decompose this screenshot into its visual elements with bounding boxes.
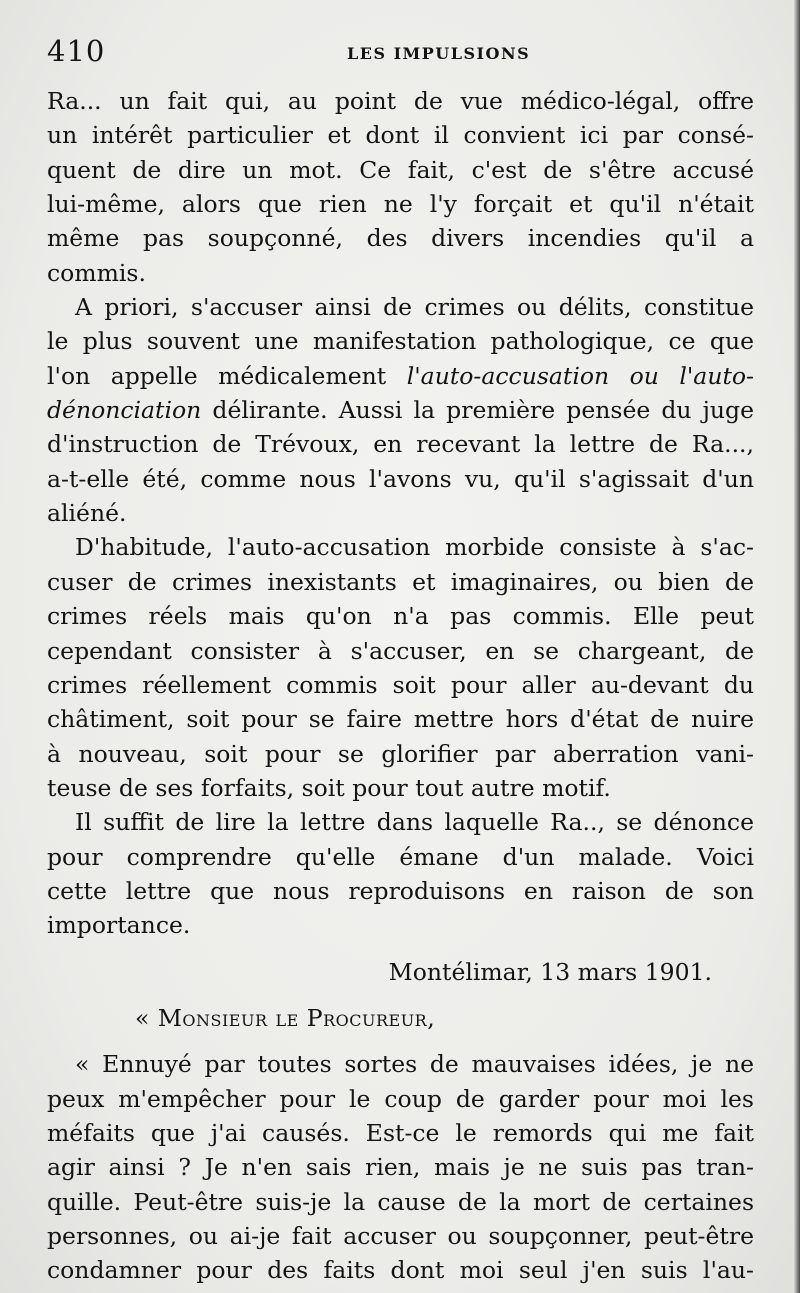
italic-term: l'auto-accusation ou l'auto- (406, 361, 754, 390)
text-line: A priori, s'accuser ainsi de crimes ou délits, constitue (75, 293, 754, 322)
text-line: quent de dire un mot. Ce fait, c'est de s'être accusé (47, 155, 754, 184)
text-line: châtiment, soit pour se faire mettre hors d'état de nuire (47, 705, 754, 734)
text-line (47, 359, 754, 393)
text-line: même pas soupçonné, des divers incendies qu'il a (47, 224, 754, 253)
text-line: cette lettre que nous reproduisons en raison de son (47, 876, 754, 905)
text-line: cuser de crimes inexistants et imaginaires, ou bien de (47, 567, 754, 596)
text-line: aliéné. (47, 499, 127, 528)
text-line: D'habitude, l'auto-accusation morbide consiste à s'ac- (75, 533, 754, 562)
text-line: commis. (47, 258, 146, 287)
text-line: importance. (47, 911, 191, 940)
text-line: le plus souvent une manifestation pathologique, ce que (47, 327, 754, 356)
text-line: crimes réellement commis soit pour aller au-devant du (47, 670, 754, 699)
text-line: quille. Peut-être suis-je la cause de la mort de certaines (47, 1187, 754, 1216)
text-line: Il suffit de lire la lettre dans laquelle Ra.., se dénonce (75, 808, 754, 837)
letter-salutation: « Monsieur le Procureur, (135, 1003, 436, 1032)
text-line: cependant consister à s'accuser, en se chargeant, de (47, 636, 754, 665)
text-line: pour comprendre qu'elle émane d'un malade. Voici (47, 842, 754, 871)
text-line: à nouveau, soit pour se glorifier par aberration vani- (47, 739, 754, 768)
text-line: Ra... un fait qui, au point de vue médico-légal, offre (47, 87, 754, 115)
text-line: a-t-elle été, comme nous l'avons vu, qu'il s'agissait d'un (47, 464, 754, 493)
spacer (47, 1035, 754, 1047)
text-line: agir ainsi ? Je n'en sais rien, mais je ne suis pas tran- (47, 1153, 754, 1182)
page-header (47, 34, 757, 74)
letter-dateline: Montélimar, 13 mars 1901. (388, 957, 712, 986)
text-line (47, 393, 754, 427)
spacer (47, 943, 754, 955)
text-line: un intérêt particulier et dont il convient ici par consé- (47, 121, 754, 150)
text-run: l'on appelle médicalement (47, 361, 387, 390)
text-line: crimes réels mais qu'on n'a pas commis. Elle peut (47, 602, 754, 631)
text-line: « Ennuyé par toutes sortes de mauvaises idées, je ne (75, 1050, 754, 1079)
page-edge-shadow (794, 0, 800, 1293)
body-text (47, 84, 754, 1288)
text-line: personnes, ou ai-je fait accuser ou soupçonner, peut-être (47, 1222, 754, 1250)
text-line: teuse de ses forfaits, soit pour tout autre motif. (47, 773, 611, 802)
text-run: délirante. Aussi la première pensée du juge (212, 396, 754, 425)
text-line: d'instruction de Trévoux, en recevant la lettre de Ra..., (47, 430, 754, 459)
text-line: méfaits que j'ai causés. Est-ce le remords qui me fait (47, 1118, 754, 1147)
page-number: 410 (47, 34, 106, 68)
text-line: lui-même, alors que rien ne l'y forçait et qu'il n'était (47, 190, 754, 219)
spacer (47, 989, 754, 1001)
italic-term: dénonciation (47, 396, 202, 425)
text-line: condamner pour des faits dont moi seul j'en suis l'au- (47, 1256, 754, 1285)
text-line: peux m'empêcher pour le coup de garder pour moi les (47, 1084, 754, 1113)
running-head: LES IMPULSIONS (347, 44, 531, 63)
